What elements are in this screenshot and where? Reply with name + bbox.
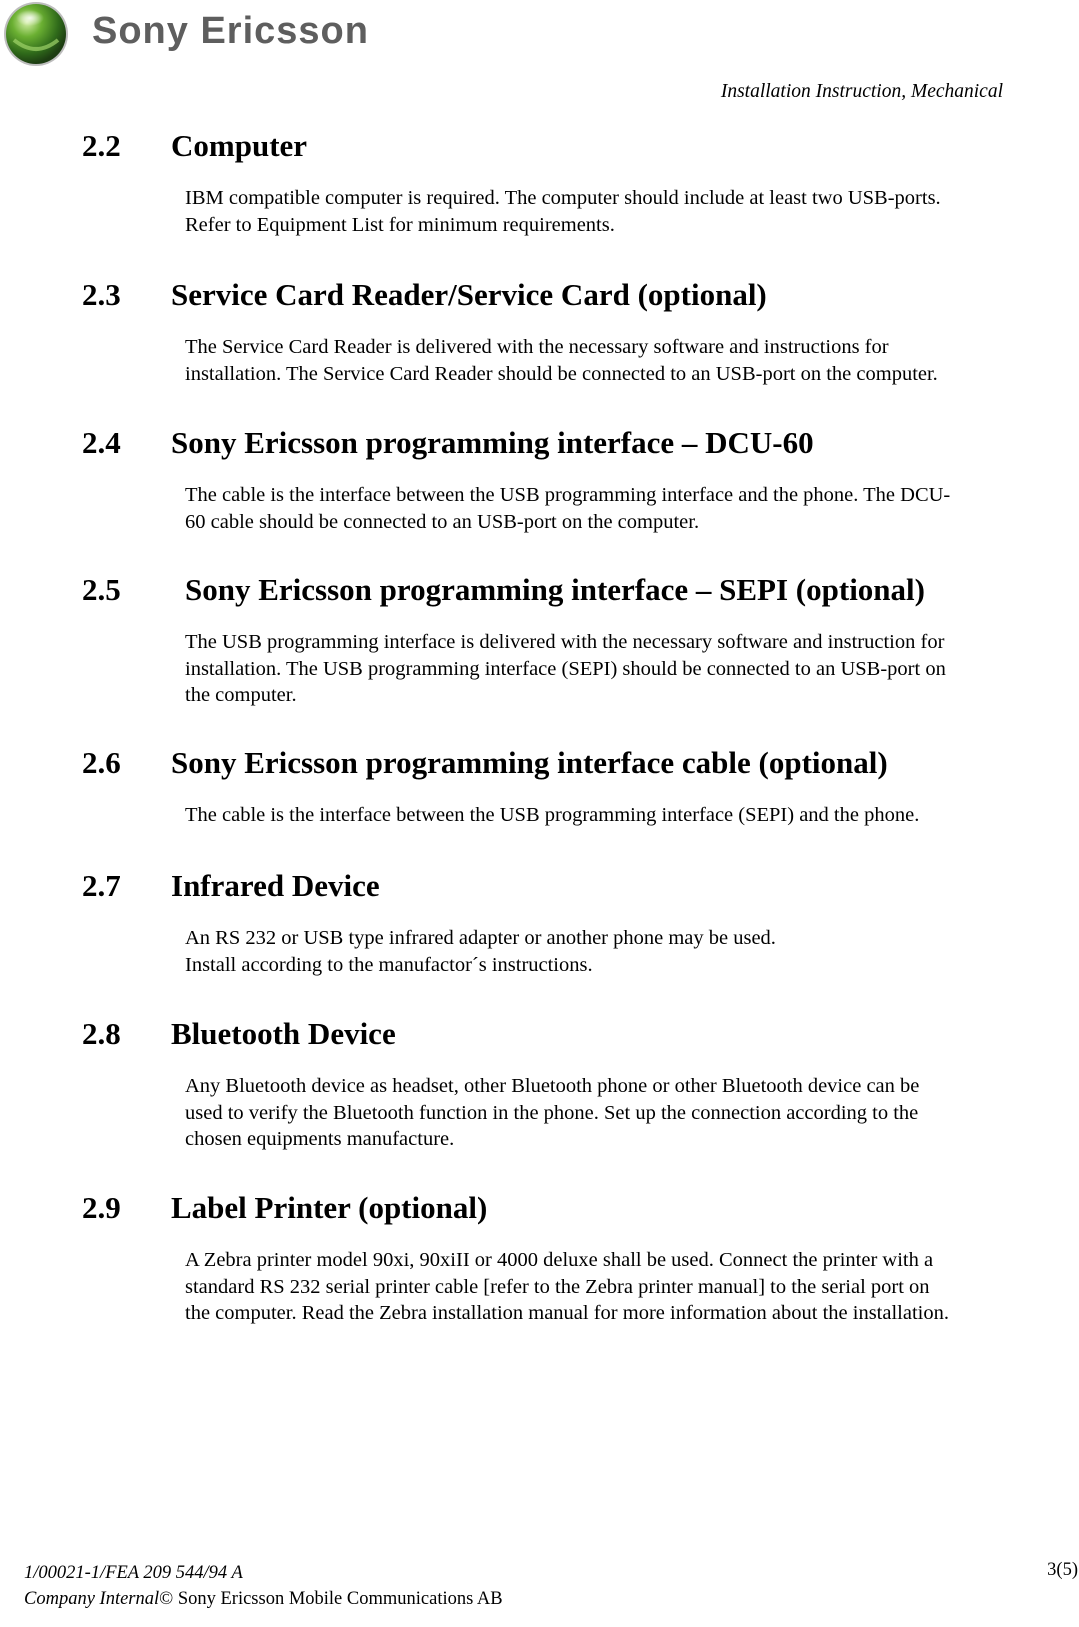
body-line: Install according to the manufactor´s instructions. [185,953,593,976]
footer [24,1560,503,1612]
section-number: 2.4 [82,425,121,460]
section-body [185,1073,1045,1153]
logo-wordmark: Sony Ericsson [92,10,369,52]
document-type-header: Installation Instruction, Mechanical [720,81,1003,102]
body-line: An RS 232 or USB type infrared adapter or another phone may be used. [185,927,776,949]
section-body [185,482,1045,535]
section-body [185,1247,1045,1327]
body-line: chosen equipments manufacture. [185,1128,455,1150]
body-line: The cable is the interface between the USB programming interface (SEPI) and the phone. [185,804,920,826]
footer-classification-line [24,1586,503,1612]
classification-label: Company Internal [24,1589,160,1609]
section-heading: Service Card Reader/Service Card (optional) [171,277,767,312]
body-line: installation. The Service Card Reader should be connected to an USB-port on the computer. [185,362,938,385]
section-number: 2.3 [82,277,121,312]
body-line: A Zebra printer model 90xi, 90xiII or 4000 deluxe shall be used. Connect the printer with a [185,1249,934,1271]
section-body [185,629,1045,709]
section-number: 2.2 [82,128,121,163]
section-body [185,334,1045,387]
section-heading: Sony Ericsson programming interface cable (optional) [171,745,888,780]
section-heading: Infrared Device [171,868,380,903]
document-number: 1/00021-1/FEA 209 544/94 A [24,1563,243,1583]
body-line: 60 cable should be connected to an USB-port on the computer. [185,510,700,533]
section-body [185,185,1045,238]
section-heading: Bluetooth Device [171,1016,396,1051]
copyright-text: © Sony Ericsson Mobile Communications AB [159,1589,503,1609]
section-number: 2.7 [82,868,121,903]
section-number: 2.8 [82,1016,121,1051]
section-heading: Sony Ericsson programming interface – DCU-60 [171,425,814,460]
section-heading: Computer [171,128,308,163]
section-number: 2.9 [82,1190,121,1225]
body-line: IBM compatible computer is required. The computer should include at least two USB-ports. [185,187,941,209]
body-line: the computer. Read the Zebra installation manual for more information about the installation. [185,1302,949,1324]
section-number: 2.6 [82,745,121,780]
sony-ericsson-logo [0,0,370,70]
body-line: used to verify the Bluetooth function in the phone. Set up the connection according to the [185,1101,919,1124]
body-line: The USB programming interface is delivered with the necessary software and instruction for [185,631,945,653]
body-line: installation. The USB programming interface (SEPI) should be connected to an USB-port on [185,657,946,680]
page-number: 3(5) [1047,1560,1078,1580]
section-heading: Label Printer (optional) [171,1190,488,1225]
body-line: Any Bluetooth device as headset, other Bluetooth phone or other Bluetooth device can be [185,1075,920,1097]
logo-sphere-icon [0,0,80,70]
body-line: standard RS 232 serial printer cable [refer to the Zebra printer manual] to the serial port on [185,1275,930,1298]
section-heading: Sony Ericsson programming interface – SEPI (optional) [185,572,925,607]
section-number: 2.5 [82,572,121,607]
body-line: Refer to Equipment List for minimum requirements. [185,213,615,236]
body-line: the computer. [185,684,297,706]
section-body [185,925,1045,978]
body-line: The Service Card Reader is delivered with the necessary software and instructions for [185,336,889,358]
body-line: The cable is the interface between the USB programming interface and the phone. The DCU- [185,484,951,506]
section-body [185,802,1045,829]
